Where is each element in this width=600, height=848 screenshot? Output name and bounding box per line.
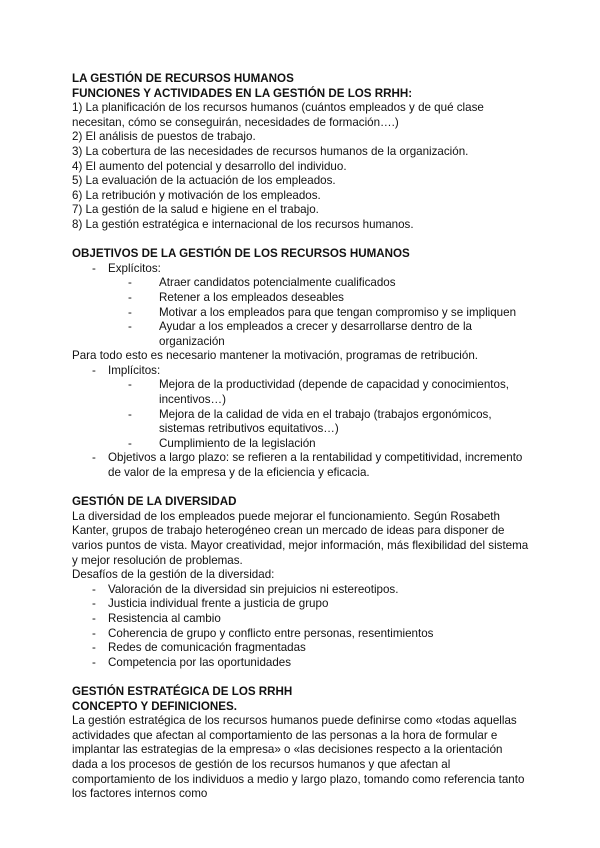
list-text: Justicia individual frente a justicia de grupo (108, 597, 329, 611)
list-item (72, 627, 530, 642)
function-item: 8) La gestión estratégica e internacional de los recursos humanos. (72, 217, 414, 231)
dash-bullet: - (128, 378, 132, 392)
list-text: Retener a los empleados deseables (159, 290, 344, 304)
section-subtitle: FUNCIONES Y ACTIVIDADES EN LA GESTIÓN DE LOS RRHH: (72, 86, 413, 100)
list-text: Motivar a los empleados para que tengan compromiso y se impliquen (159, 305, 517, 319)
dash-bullet: - (92, 611, 96, 625)
list-item (72, 451, 530, 480)
list-text: Objetivos a largo plazo: se refieren a la rentabilidad y competitividad, incremento de valor de la empresa y de la eficiencia y eficacia. (108, 451, 523, 480)
dash-bullet: - (92, 641, 96, 655)
dash-bullet: - (92, 626, 96, 640)
list-text: Redes de comunicación fragmentadas (108, 641, 306, 655)
list-text: Resistencia al cambio (108, 611, 221, 625)
list-item (72, 276, 530, 291)
list-item (72, 612, 530, 627)
list-item (72, 306, 530, 321)
dash-bullet: - (92, 261, 96, 275)
function-item: 2) El análisis de puestos de trabajo. (72, 130, 256, 144)
list-heading: Desafíos de la gestión de la diversidad: (72, 568, 275, 582)
list-text: Competencia por las oportunidades (108, 655, 292, 669)
section-title: OBJETIVOS DE LA GESTIÓN DE LOS RECURSOS HUMANOS (72, 247, 410, 261)
list-item (72, 656, 530, 671)
list-item (72, 364, 530, 379)
section-subtitle: CONCEPTO Y DEFINICIONES. (72, 699, 237, 713)
list-item (72, 641, 530, 656)
list-text: Valoración de la diversidad sin prejuicios ni estereotipos. (108, 582, 399, 596)
list-item (72, 291, 530, 306)
function-item: 5) La evaluación de la actuación de los empleados. (72, 174, 336, 188)
list-item (72, 437, 530, 452)
list-item (72, 262, 530, 277)
section-title: GESTIÓN ESTRATÉGICA DE LOS RRHH (72, 684, 293, 698)
function-item: 6) La retribución y motivación de los empleados. (72, 188, 321, 202)
dash-bullet: - (92, 655, 96, 669)
list-text: Coherencia de grupo y conflicto entre personas, resentimientos (108, 626, 434, 640)
function-item: 3) La cobertura de las necesidades de recursos humanos de la organización. (72, 144, 469, 158)
list-text: Mejora de la productividad (depende de capacidad y conocimientos, incentivos…) (159, 378, 509, 407)
list-item (72, 583, 530, 598)
list-text: Atraer candidatos potencialmente cualificados (159, 276, 396, 290)
list-item (72, 597, 530, 612)
dash-bullet: - (128, 290, 132, 304)
function-item: 7) La gestión de la salud e higiene en el trabajo. (72, 203, 319, 217)
dash-bullet: - (128, 407, 132, 421)
list-text: Cumplimiento de la legislación (159, 436, 316, 450)
note-text: Para todo esto es necesario mantener la motivación, programas de retribución. (72, 349, 478, 363)
section-title: GESTIÓN DE LA DIVERSIDAD (72, 495, 237, 509)
list-text: Mejora de la calidad de vida en el trabajo (trabajos ergonómicos, sistemas retributivos equitativos…) (159, 407, 492, 436)
dash-bullet: - (128, 436, 132, 450)
function-item: 1) La planificación de los recursos humanos (cuántos empleados y de qué clase necesitan, cómo se conseguirán, necesidades de formación….) (72, 101, 484, 129)
document-body (72, 72, 530, 802)
dash-bullet: - (128, 320, 132, 334)
dash-bullet: - (128, 305, 132, 319)
list-label: Implícitos: (108, 363, 161, 377)
dash-bullet: - (92, 451, 96, 465)
dash-bullet: - (128, 276, 132, 290)
list-label: Explícitos: (108, 261, 161, 275)
paragraph: La gestión estratégica de los recursos humanos puede definirse como «todas aquellas actividades que afectan al comportamiento de las personas a la hora de formular e implantar las estrategias de la empresa» o «las decisiones respecto a la orientación dada a los procesos de gestión de los recursos humanos y que afectan al comportamiento de los individuos a medio y largo plazo, tomando como referencia tanto los factores internos como (72, 714, 525, 801)
list-text: Ayudar a los empleados a crecer y desarrollarse dentro de la organización (159, 320, 472, 348)
list-item (72, 320, 530, 349)
dash-bullet: - (92, 597, 96, 611)
function-item: 4) El aumento del potencial y desarrollo del individuo. (72, 159, 347, 173)
list-item (72, 408, 530, 437)
paragraph: La diversidad de los empleados puede mejorar el funcionamiento. Según Rosabeth Kanter, grupos de trabajo heterogéneo crean un mercado de ideas para disponer de varios puntos de vista. Mayor creatividad, mejor información, más flexibilidad del sistema y mejor resolución de problemas. (72, 509, 529, 567)
list-item (72, 378, 530, 407)
dash-bullet: - (92, 582, 96, 596)
dash-bullet: - (92, 363, 96, 377)
section-title: LA GESTIÓN DE RECURSOS HUMANOS (72, 72, 294, 85)
